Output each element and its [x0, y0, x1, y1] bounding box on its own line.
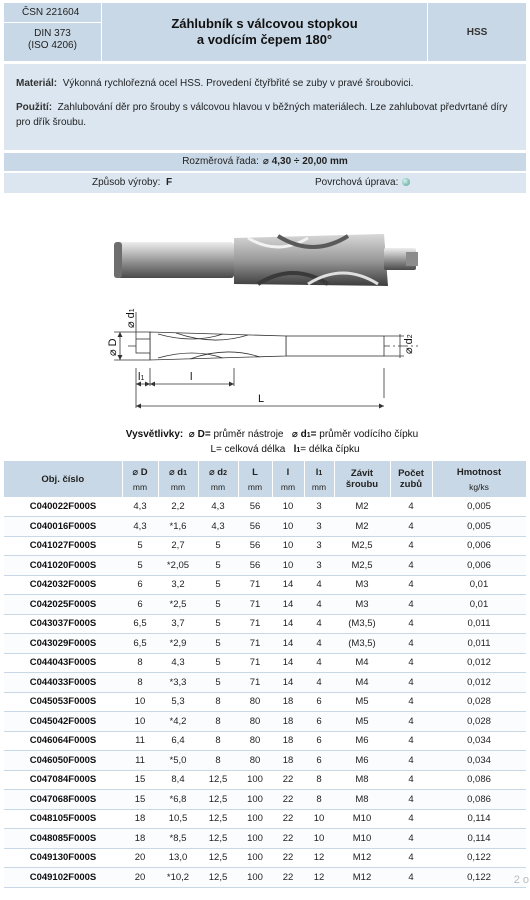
label-l: l — [190, 371, 193, 383]
product-photo — [108, 226, 428, 292]
table-row — [4, 770, 526, 790]
cell-l1: 10 — [304, 809, 334, 829]
cell-teeth: 4 — [390, 614, 432, 634]
table-header — [4, 461, 526, 497]
cell-thread: M2 — [334, 517, 390, 537]
cell-d1: 2,2 — [158, 497, 198, 517]
cell-mass: 0,086 — [432, 790, 526, 810]
cell-L: 80 — [238, 692, 272, 712]
cell-mass: 0,01 — [432, 575, 526, 595]
label-d1: ⌀ d1 — [125, 308, 137, 328]
cell-teeth: 4 — [390, 653, 432, 673]
cell-L: 56 — [238, 536, 272, 556]
cell-mass: 0,028 — [432, 692, 526, 712]
cell-thread: M2,5 — [334, 556, 390, 576]
cell-thread: (M3,5) — [334, 634, 390, 654]
cell-d1: *2,5 — [158, 595, 198, 615]
cell-l: 18 — [272, 712, 304, 732]
cell-L: 80 — [238, 712, 272, 732]
table-row — [4, 829, 526, 849]
cell-l: 10 — [272, 517, 304, 537]
cell-thread: M2,5 — [334, 536, 390, 556]
cell-d2: 5 — [198, 634, 238, 654]
cell-l: 18 — [272, 692, 304, 712]
cell-d1: 13,0 — [158, 848, 198, 868]
cell-d1: 8,4 — [158, 770, 198, 790]
cell-mass: 0,006 — [432, 556, 526, 576]
col-d1: ⌀ d1 mm — [158, 461, 198, 497]
cell-l1: 3 — [304, 497, 334, 517]
cell-d1: *8,5 — [158, 829, 198, 849]
cell-d2: 12,5 — [198, 848, 238, 868]
cell-l1: 10 — [304, 829, 334, 849]
cell-l1: 4 — [304, 653, 334, 673]
table-row — [4, 712, 526, 732]
cell-teeth: 4 — [390, 790, 432, 810]
cell-code: C042032F000S — [4, 575, 122, 595]
table-row — [4, 556, 526, 576]
label-d2: ⌀ d2 — [403, 334, 415, 354]
cell-l: 14 — [272, 634, 304, 654]
label-L: L — [258, 393, 265, 405]
cell-mass: 0,028 — [432, 712, 526, 732]
table-row — [4, 868, 526, 888]
cell-l1: 8 — [304, 790, 334, 810]
cell-mass: 0,034 — [432, 751, 526, 771]
cell-L: 71 — [238, 673, 272, 693]
cell-l: 18 — [272, 731, 304, 751]
cell-code: C046064F000S — [4, 731, 122, 751]
table-row — [4, 731, 526, 751]
cell-teeth: 4 — [390, 536, 432, 556]
cell-d1: *3,3 — [158, 673, 198, 693]
cell-code: C048105F000S — [4, 809, 122, 829]
cell-l1: 4 — [304, 575, 334, 595]
table-row — [4, 653, 526, 673]
surface-dot-icon — [402, 178, 410, 186]
cell-l1: 4 — [304, 634, 334, 654]
cell-d1: *2,9 — [158, 634, 198, 654]
cell-mass: 0,114 — [432, 829, 526, 849]
cell-mass: 0,005 — [432, 517, 526, 537]
cell-l1: 4 — [304, 673, 334, 693]
cell-L: 100 — [238, 868, 272, 888]
col-l1: l1 mm — [304, 461, 334, 497]
cell-D: 5 — [122, 536, 158, 556]
cell-thread: M5 — [334, 712, 390, 732]
csn-standard: ČSN 221604 — [4, 3, 101, 23]
cell-thread: M10 — [334, 809, 390, 829]
cell-D: 10 — [122, 692, 158, 712]
cell-d2: 4,3 — [198, 497, 238, 517]
table-row — [4, 595, 526, 615]
cell-thread: M5 — [334, 692, 390, 712]
cell-code: C040016F000S — [4, 517, 122, 537]
cell-code: C043029F000S — [4, 634, 122, 654]
cell-D: 4,3 — [122, 497, 158, 517]
cell-D: 6 — [122, 575, 158, 595]
cell-code: C049130F000S — [4, 848, 122, 868]
col-teeth: Počet zubů — [390, 461, 432, 497]
table-row — [4, 692, 526, 712]
cell-L: 100 — [238, 829, 272, 849]
cell-d2: 5 — [198, 653, 238, 673]
cell-mass: 0,006 — [432, 536, 526, 556]
label-l1: l1 — [138, 371, 145, 383]
cell-l1: 12 — [304, 848, 334, 868]
cell-d1: 4,3 — [158, 653, 198, 673]
cell-l: 14 — [272, 653, 304, 673]
cell-d2: 12,5 — [198, 790, 238, 810]
cell-L: 100 — [238, 770, 272, 790]
cell-code: C041020F000S — [4, 556, 122, 576]
cell-l1: 3 — [304, 536, 334, 556]
product-title: Záhlubník s válcovou stopkou a vodícím čepem 180° — [102, 3, 428, 61]
cell-teeth: 4 — [390, 517, 432, 537]
cell-thread: (M3,5) — [334, 614, 390, 634]
cell-thread: M8 — [334, 770, 390, 790]
cell-code: C044033F000S — [4, 673, 122, 693]
cell-teeth: 4 — [390, 692, 432, 712]
cell-teeth: 4 — [390, 848, 432, 868]
cell-L: 80 — [238, 731, 272, 751]
cell-L: 71 — [238, 653, 272, 673]
cell-d1: *4,2 — [158, 712, 198, 732]
cell-teeth: 4 — [390, 809, 432, 829]
cell-L: 71 — [238, 634, 272, 654]
cell-L: 71 — [238, 614, 272, 634]
cell-thread: M4 — [334, 653, 390, 673]
cell-d1: 5,3 — [158, 692, 198, 712]
cell-D: 20 — [122, 848, 158, 868]
cell-l: 14 — [272, 575, 304, 595]
col-D: ⌀ D mm — [122, 461, 158, 497]
table-row — [4, 848, 526, 868]
cell-l: 14 — [272, 673, 304, 693]
table-row — [4, 536, 526, 556]
cell-teeth: 4 — [390, 497, 432, 517]
cell-D: 5 — [122, 556, 158, 576]
cell-l: 22 — [272, 829, 304, 849]
col-code: Obj. číslo — [4, 461, 122, 497]
cell-l: 18 — [272, 751, 304, 771]
cell-l: 22 — [272, 848, 304, 868]
cell-d2: 12,5 — [198, 829, 238, 849]
cell-l1: 6 — [304, 731, 334, 751]
col-L: L mm — [238, 461, 272, 497]
cell-l1: 3 — [304, 556, 334, 576]
cell-D: 6,5 — [122, 634, 158, 654]
cell-d2: 8 — [198, 751, 238, 771]
cell-d2: 12,5 — [198, 868, 238, 888]
cell-thread: M6 — [334, 751, 390, 771]
cell-L: 100 — [238, 848, 272, 868]
cell-d1: *1,6 — [158, 517, 198, 537]
cell-code: C045053F000S — [4, 692, 122, 712]
cell-D: 11 — [122, 731, 158, 751]
surface-treatment: Povrchová úprava: — [315, 173, 410, 193]
product-table — [4, 461, 527, 888]
cell-teeth: 4 — [390, 829, 432, 849]
cell-thread: M2 — [334, 497, 390, 517]
cell-l1: 6 — [304, 712, 334, 732]
cell-d1: *2,05 — [158, 556, 198, 576]
cell-mass: 0,122 — [432, 848, 526, 868]
col-l: l mm — [272, 461, 304, 497]
cell-d1: 6,4 — [158, 731, 198, 751]
table-row — [4, 790, 526, 810]
cell-teeth: 4 — [390, 556, 432, 576]
page-number: 2 o — [513, 874, 529, 886]
table-row — [4, 634, 526, 654]
cell-L: 56 — [238, 497, 272, 517]
cell-l1: 8 — [304, 770, 334, 790]
cell-d2: 8 — [198, 731, 238, 751]
cell-code: C043037F000S — [4, 614, 122, 634]
cell-l1: 4 — [304, 595, 334, 615]
cell-L: 80 — [238, 751, 272, 771]
table-row — [4, 517, 526, 537]
cell-d1: *6,8 — [158, 790, 198, 810]
cell-L: 56 — [238, 556, 272, 576]
cell-thread: M8 — [334, 790, 390, 810]
cell-d1: 10,5 — [158, 809, 198, 829]
cell-d2: 5 — [198, 614, 238, 634]
table-row — [4, 673, 526, 693]
cell-teeth: 4 — [390, 634, 432, 654]
cell-D: 15 — [122, 770, 158, 790]
cell-D: 11 — [122, 751, 158, 771]
table-row — [4, 614, 526, 634]
cell-L: 100 — [238, 790, 272, 810]
cell-code: C040022F000S — [4, 497, 122, 517]
cell-d2: 12,5 — [198, 770, 238, 790]
cell-mass: 0,011 — [432, 634, 526, 654]
cell-mass: 0,114 — [432, 809, 526, 829]
cell-mass: 0,01 — [432, 595, 526, 615]
cell-D: 4,3 — [122, 517, 158, 537]
iso-standard: (ISO 4206) — [28, 40, 77, 51]
manufacture-method: Způsob výroby: F — [92, 177, 173, 188]
cell-code: C044043F000S — [4, 653, 122, 673]
cell-mass: 0,005 — [432, 497, 526, 517]
cell-L: 71 — [238, 595, 272, 615]
cell-d1: 3,2 — [158, 575, 198, 595]
cell-code: C047068F000S — [4, 790, 122, 810]
cell-L: 56 — [238, 517, 272, 537]
cell-thread: M12 — [334, 868, 390, 888]
table-row — [4, 809, 526, 829]
description-box — [4, 64, 526, 150]
cell-l: 14 — [272, 595, 304, 615]
cell-l: 10 — [272, 556, 304, 576]
cell-D: 8 — [122, 653, 158, 673]
cell-D: 6,5 — [122, 614, 158, 634]
manufacture-row — [4, 173, 526, 193]
cell-thread: M10 — [334, 829, 390, 849]
cell-L: 71 — [238, 575, 272, 595]
cell-D: 18 — [122, 829, 158, 849]
cell-D: 18 — [122, 809, 158, 829]
cell-D: 20 — [122, 868, 158, 888]
size-range: Rozměrová řada: ⌀ 4,30 ÷ 20,00 mm — [4, 153, 526, 171]
cell-code: C049102F000S — [4, 868, 122, 888]
material-paragraph: Materiál: Výkonná rychlořezná ocel HSS. Provedení čtyřbřité se zuby v pravé šroubovici. — [16, 78, 414, 89]
cell-mass: 0,011 — [432, 614, 526, 634]
cell-l: 14 — [272, 614, 304, 634]
col-d2: ⌀ d2 mm — [198, 461, 238, 497]
cell-D: 6 — [122, 595, 158, 615]
cell-l: 22 — [272, 809, 304, 829]
cell-L: 100 — [238, 809, 272, 829]
cell-code: C047084F000S — [4, 770, 122, 790]
cell-thread: M6 — [334, 731, 390, 751]
cell-d1: 2,7 — [158, 536, 198, 556]
cell-d2: 8 — [198, 692, 238, 712]
cell-teeth: 4 — [390, 731, 432, 751]
cell-d2: 8 — [198, 712, 238, 732]
label-D: ⌀ D — [107, 338, 119, 356]
cell-mass: 0,012 — [432, 673, 526, 693]
cell-d1: *5,0 — [158, 751, 198, 771]
cell-mass: 0,034 — [432, 731, 526, 751]
cell-d2: 12,5 — [198, 809, 238, 829]
use-paragraph: Použití: Zahlubování děr pro šrouby s válcovou hlavou v běžných materiálech. Lze zahlubovat předvrtané díry pro dřík šroubu. — [16, 102, 508, 128]
material-code: HSS — [466, 26, 488, 38]
cell-D: 10 — [122, 712, 158, 732]
cell-l: 22 — [272, 868, 304, 888]
cell-l: 10 — [272, 536, 304, 556]
cell-d2: 5 — [198, 673, 238, 693]
cell-d2: 5 — [198, 595, 238, 615]
cell-d1: *10,2 — [158, 868, 198, 888]
cell-teeth: 4 — [390, 673, 432, 693]
cell-d1: 3,7 — [158, 614, 198, 634]
cell-thread: M3 — [334, 595, 390, 615]
table-row — [4, 751, 526, 771]
cell-code: C041027F000S — [4, 536, 122, 556]
legend: Vysvětlivky: ⌀ D= průměr nástroje ⌀ d1= průměr vodícího čípku L= celková délka l1= délka čípku — [125, 429, 419, 455]
cell-d2: 5 — [198, 556, 238, 576]
cell-code: C045042F000S — [4, 712, 122, 732]
cell-l: 22 — [272, 770, 304, 790]
cell-thread: M4 — [334, 673, 390, 693]
col-thread: Závit šroubu — [334, 461, 390, 497]
col-mass: Hmotnost kg/ks — [432, 461, 526, 497]
cell-teeth: 4 — [390, 751, 432, 771]
cell-l: 10 — [272, 497, 304, 517]
cell-D: 8 — [122, 673, 158, 693]
cell-l1: 6 — [304, 751, 334, 771]
cell-thread: M12 — [334, 848, 390, 868]
cell-code: C046050F000S — [4, 751, 122, 771]
cell-code: C042025F000S — [4, 595, 122, 615]
cell-teeth: 4 — [390, 712, 432, 732]
cell-l1: 3 — [304, 517, 334, 537]
cell-mass: 0,122 — [432, 868, 526, 888]
header — [4, 3, 526, 61]
standards-cell — [4, 3, 102, 61]
din-standard: DIN 373 — [34, 28, 71, 39]
table-row — [4, 497, 526, 517]
cell-l1: 4 — [304, 614, 334, 634]
cell-teeth: 4 — [390, 770, 432, 790]
cell-D: 15 — [122, 790, 158, 810]
table-row — [4, 575, 526, 595]
technical-drawing — [98, 306, 428, 414]
cell-l: 22 — [272, 790, 304, 810]
cell-mass: 0,086 — [432, 770, 526, 790]
cell-thread: M3 — [334, 575, 390, 595]
cell-mass: 0,012 — [432, 653, 526, 673]
cell-d2: 5 — [198, 536, 238, 556]
cell-d2: 5 — [198, 575, 238, 595]
cell-l1: 12 — [304, 868, 334, 888]
cell-teeth: 4 — [390, 868, 432, 888]
cell-l1: 6 — [304, 692, 334, 712]
cell-teeth: 4 — [390, 595, 432, 615]
cell-teeth: 4 — [390, 575, 432, 595]
cell-code: C048085F000S — [4, 829, 122, 849]
cell-d2: 4,3 — [198, 517, 238, 537]
